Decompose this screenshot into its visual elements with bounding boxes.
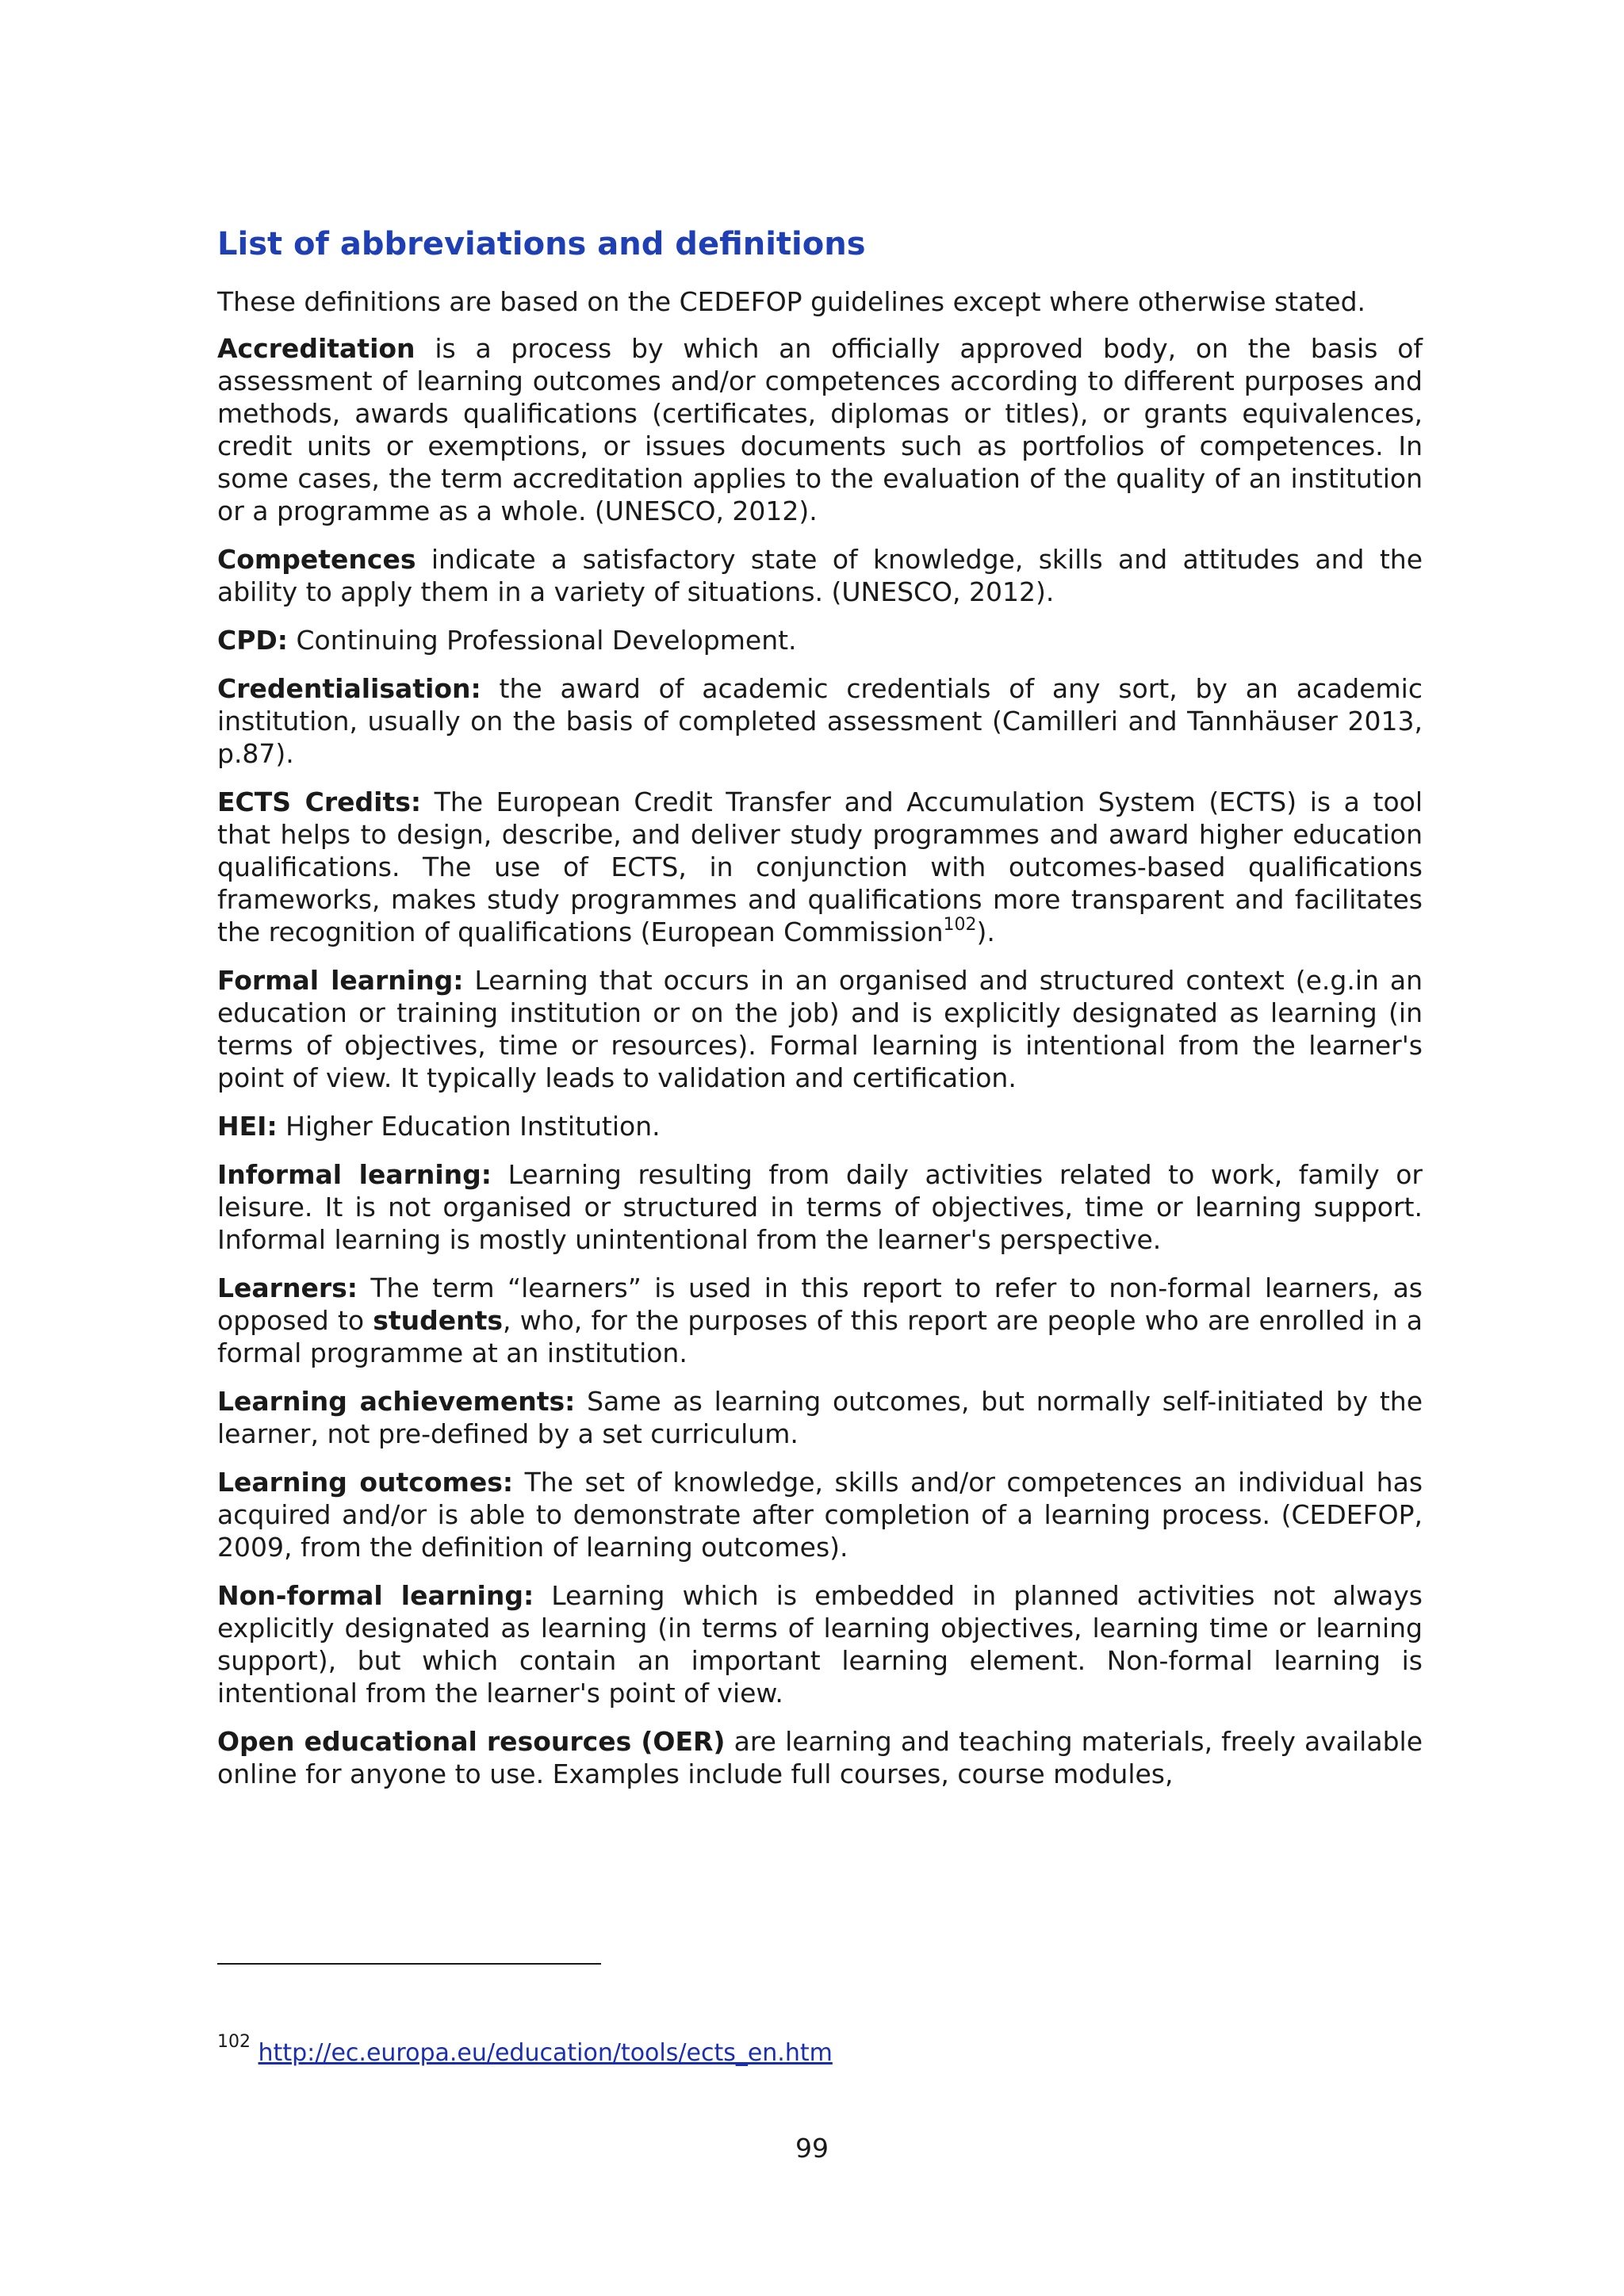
definition-term: Competences: [217, 544, 416, 575]
footnote: [217, 2032, 833, 2069]
definition-text: Higher Education Institution.: [277, 1111, 661, 1142]
footnote-link[interactable]: http://ec.europa.eu/education/tools/ects_en.htm: [258, 2039, 833, 2067]
definition-text: is a process by which an officially approved body, on the basis of assessment of learning outcomes and/or competences according to different purposes and methods, awards qualifications (certificates, diplomas or titles), or grants equivalences, credit units or exemptions, or issues documents such as portfolios of competences. In some cases, the term accreditation applies to the evaluation of the quality of an institution or a programme as a whole. (UNESCO, 2012).: [217, 333, 1423, 526]
definition-text-end: ).: [976, 916, 995, 947]
definition-term: ECTS Credits:: [217, 786, 422, 817]
definition-formal-learning: [217, 964, 1423, 1094]
definition-text: Learning resulting from daily activities related to work, family or leisure. It is not organised or structured in terms of objectives, time or learning support. Informal learning is mostly unintentional from the learner's perspective.: [217, 1159, 1423, 1255]
definition-text: The term “learners” is used in this report to refer to non-formal learners, as opposed to: [217, 1272, 1423, 1336]
definition-ects-credits: [217, 786, 1423, 948]
definition-text: The European Credit Transfer and Accumulation System (ECTS) is a tool that helps to design, describe, and deliver study programmes and award higher education qualifications. The use of ECTS, in conjunction with outcomes-based qualifications frameworks, makes study programmes and qualifications more transparent and facilitates the recognition of qualifications (European Commission: [217, 786, 1423, 947]
definition-term: Non-formal learning:: [217, 1580, 534, 1611]
definition-text: Learning which is embedded in planned activities not always explicitly designated as learning (in terms of learning objectives, learning time or learning support), but which contain an important learning element. Non-formal learning is intentional from the learner's point of view.: [217, 1580, 1423, 1709]
definition-term: Informal learning:: [217, 1159, 492, 1190]
definition-term: Formal learning:: [217, 965, 464, 996]
intro-text: These definitions are based on the CEDEFOP guidelines except where otherwise stated.: [217, 286, 1366, 317]
definition-text: The set of knowledge, skills and/or competences an individual has acquired and/or is able to demonstrate after completion of a learning process. (CEDEFOP, 2009, from the definition of learning outcomes).: [217, 1467, 1423, 1563]
document-body: [217, 220, 1423, 1806]
definition-text: Same as learning outcomes, but normally self-initiated by the learner, not pre-defined by a set curriculum.: [217, 1386, 1423, 1449]
footnote-reference[interactable]: 102: [943, 915, 977, 935]
definition-learning-outcomes: [217, 1466, 1423, 1563]
definition-emphasis: students: [373, 1305, 504, 1336]
definition-term: CPD:: [217, 625, 288, 656]
definition-cpd: [217, 624, 1423, 656]
definition-competences: [217, 543, 1423, 608]
definition-non-formal-learning: [217, 1579, 1423, 1709]
definition-term: Accreditation: [217, 333, 416, 364]
definition-oer: [217, 1725, 1423, 1790]
definition-text: Continuing Professional Development.: [288, 625, 797, 656]
definition-term: Learners:: [217, 1272, 358, 1303]
footnote-number: 102: [217, 2032, 251, 2052]
definition-term: Learning outcomes:: [217, 1467, 514, 1498]
definition-text-end: , who, for the purposes of this report are people who are enrolled in a formal programme at an institution.: [217, 1305, 1423, 1368]
definition-term: HEI:: [217, 1111, 278, 1142]
definition-term: Credentialisation:: [217, 673, 481, 704]
definition-accreditation: [217, 332, 1423, 527]
definition-informal-learning: [217, 1158, 1423, 1256]
definition-term: Learning achievements:: [217, 1386, 576, 1417]
definition-text: are learning and teaching materials, freely available online for anyone to use. Examples include full courses, course modules,: [217, 1726, 1423, 1789]
definition-term: Open educational resources (OER): [217, 1726, 726, 1757]
definition-text: indicate a satisfactory state of knowledge, skills and attitudes and the ability to apply them in a variety of situations. (UNESCO, 2012).: [217, 544, 1423, 607]
definition-hei: [217, 1110, 1423, 1142]
definition-learners: [217, 1272, 1423, 1369]
page-title: List of abbreviations and definitions: [217, 226, 866, 262]
page-number: 99: [795, 2133, 829, 2164]
definition-credentialisation: [217, 672, 1423, 770]
definition-learning-achievements: [217, 1385, 1423, 1450]
definition-text: Learning that occurs in an organised and structured context (e.g.in an education or training institution or on the job) and is explicitly designated as learning (in terms of objectives, time or resources). Formal learning is intentional from the learner's point of view. It typically leads to validation and certification.: [217, 965, 1423, 1093]
footnote-divider: [217, 1963, 601, 1965]
definition-text: the award of academic credentials of any sort, by an academic institution, usually on the basis of completed assessment (Camilleri and Tannhäuser 2013, p.87).: [217, 673, 1423, 769]
